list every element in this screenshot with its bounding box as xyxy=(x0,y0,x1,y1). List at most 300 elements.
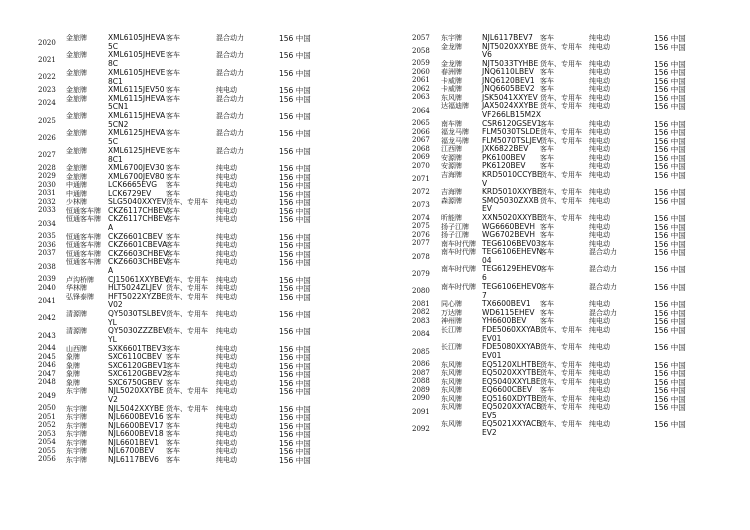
row-number: 2086 xyxy=(412,360,430,369)
brand-cell: 长江牌 xyxy=(441,343,462,352)
table-row xyxy=(412,264,712,281)
row-number: 2025 xyxy=(38,116,56,125)
vehicle-type-cell: 货车、专用车 xyxy=(540,42,582,51)
fuel-type-cell: 纯电动 xyxy=(216,215,237,224)
brand-cell: 南车牌 xyxy=(441,119,462,128)
country-cell: 156 中国 xyxy=(279,86,311,96)
table-row xyxy=(38,214,358,231)
row-number: 2022 xyxy=(38,73,56,82)
vehicle-type-cell: 货车、专用车 xyxy=(540,403,582,412)
brand-cell: 清源牌 xyxy=(66,327,87,336)
model-cell: LCK6729EV xyxy=(108,188,152,198)
model-cell-continued: YL xyxy=(108,335,117,345)
vehicle-type-cell: 客车 xyxy=(540,265,554,274)
brand-cell: 东风牌 xyxy=(441,403,462,412)
model-cell: FDE5060XXYAB xyxy=(482,324,541,334)
vehicle-type-cell: 客车 xyxy=(166,86,180,95)
brand-cell: 金旅牌 xyxy=(66,94,87,103)
row-number: 2089 xyxy=(412,385,430,394)
fuel-type-cell: 纯电动 xyxy=(216,455,237,464)
brand-cell: 少林牌 xyxy=(66,198,87,207)
fuel-type-cell: 纯电动 xyxy=(216,344,237,353)
row-number: 2071 xyxy=(412,175,430,184)
row-number: 2061 xyxy=(412,76,430,85)
model-cell: EQ5020XXYTBE xyxy=(482,368,542,378)
brand-cell: 东宇牌 xyxy=(441,34,462,42)
brand-cell: 金旅牌 xyxy=(66,51,87,60)
vehicle-type-cell: 客车 xyxy=(166,232,180,241)
table-row xyxy=(38,206,358,215)
table-row xyxy=(38,128,358,145)
fuel-type-cell: 纯电动 xyxy=(589,360,610,369)
model-cell: CKZ6601CBEVA xyxy=(108,240,168,250)
country-cell: 156 中国 xyxy=(654,42,686,52)
country-cell: 156 中国 xyxy=(279,430,311,440)
fuel-type-cell: 混合动力 xyxy=(216,68,244,77)
country-cell: 156 中国 xyxy=(654,214,686,224)
table-row xyxy=(412,170,712,187)
row-number: 2079 xyxy=(412,269,430,278)
table-row xyxy=(38,292,358,309)
fuel-type-cell: 纯电动 xyxy=(589,76,610,85)
fuel-type-cell: 纯电动 xyxy=(216,249,237,258)
table-row xyxy=(38,240,358,249)
vehicle-type-cell: 客车 xyxy=(166,413,180,422)
row-number: 2062 xyxy=(412,84,430,93)
model-cell-continued: VF266LB15M2X xyxy=(482,110,542,120)
row-number: 2034 xyxy=(38,219,56,228)
country-cell: 156 中国 xyxy=(279,378,311,388)
table-row xyxy=(38,33,358,50)
row-number: 2066 xyxy=(412,127,430,136)
vehicle-type-cell: 货车、专用车 xyxy=(540,420,582,429)
row-number: 2021 xyxy=(38,55,56,64)
table-row xyxy=(412,368,712,377)
brand-cell: 卡威牌 xyxy=(441,76,462,85)
vehicle-type-cell: 客车 xyxy=(166,447,180,456)
brand-cell: 东风牌 xyxy=(441,420,462,429)
fuel-type-cell: 纯电动 xyxy=(216,232,237,241)
vehicle-type-cell: 客车 xyxy=(540,231,554,240)
row-number: 2039 xyxy=(38,275,56,284)
country-cell: 156 中国 xyxy=(279,344,311,354)
fuel-type-cell: 纯电动 xyxy=(216,275,237,284)
country-cell: 156 中国 xyxy=(279,51,311,61)
fuel-type-cell: 纯电动 xyxy=(216,86,237,95)
country-cell: 156 中国 xyxy=(279,215,311,225)
table-left-column xyxy=(38,33,358,463)
vehicle-type-cell: 客车 xyxy=(166,353,180,362)
fuel-type-cell: 纯电动 xyxy=(216,198,237,207)
model-cell-continued: 8C1 xyxy=(108,154,123,164)
row-number: 2023 xyxy=(38,85,56,94)
fuel-type-cell: 纯电动 xyxy=(589,214,610,223)
row-number: 2054 xyxy=(38,438,56,447)
row-number: 2090 xyxy=(412,394,430,403)
vehicle-type-cell: 客车 xyxy=(166,344,180,353)
row-number: 2063 xyxy=(412,93,430,102)
vehicle-type-cell: 货车、专用车 xyxy=(540,93,582,102)
fuel-type-cell: 纯电动 xyxy=(589,231,610,240)
model-cell: JNQ6605BEV2 xyxy=(482,84,535,94)
vehicle-type-cell: 客车 xyxy=(540,300,554,309)
model-cell: XML6105JHEVE xyxy=(108,50,166,60)
table-row xyxy=(38,111,358,128)
vehicle-type-cell: 客车 xyxy=(166,421,180,430)
model-cell-continued: 8C xyxy=(108,59,119,69)
vehicle-type-cell: 客车 xyxy=(166,94,180,103)
vehicle-type-cell: 客车 xyxy=(166,370,180,379)
table-row xyxy=(412,316,712,325)
vehicle-type-cell: 货车、专用车 xyxy=(540,188,582,197)
model-cell: CKZ6601CBEV xyxy=(108,231,163,241)
vehicle-type-cell: 货车、专用车 xyxy=(166,284,208,293)
model-cell-continued: A xyxy=(108,223,114,233)
country-cell: 156 中国 xyxy=(279,275,311,285)
brand-cell: 东宇牌 xyxy=(66,438,87,447)
country-cell: 156 中国 xyxy=(654,119,686,129)
brand-cell: 南车时代牌 xyxy=(441,282,476,291)
model-cell: XML6700JEV80 xyxy=(108,171,165,181)
model-cell: EQ5120XLHTBE xyxy=(482,359,542,369)
brand-cell: 卡威牌 xyxy=(441,85,462,94)
table-row xyxy=(38,386,358,403)
model-cell: NJL6117BEV6 xyxy=(108,454,159,464)
brand-cell: 东风牌 xyxy=(441,386,462,395)
fuel-type-cell: 纯电动 xyxy=(589,403,610,412)
brand-cell: 金旅牌 xyxy=(66,34,87,42)
country-cell: 156 中国 xyxy=(654,136,686,146)
row-number: 2088 xyxy=(412,377,430,386)
table-row xyxy=(38,189,358,198)
model-cell-continued: V6 xyxy=(482,50,492,60)
fuel-type-cell: 纯电动 xyxy=(216,413,237,422)
model-cell: XML6115JHEVA xyxy=(108,111,166,121)
row-number: 2027 xyxy=(38,151,56,160)
brand-cell: 山西牌 xyxy=(66,344,87,353)
row-number: 2029 xyxy=(38,172,56,181)
row-number: 2084 xyxy=(412,330,430,339)
vehicle-type-cell: 客车 xyxy=(166,430,180,439)
table-row xyxy=(38,361,358,370)
row-number: 2043 xyxy=(38,331,56,340)
brand-cell: 象牌 xyxy=(66,378,80,387)
model-cell-continued: EV2 xyxy=(482,428,497,438)
row-number: 2074 xyxy=(412,213,430,222)
brand-cell: 东风牌 xyxy=(441,93,462,102)
table-row xyxy=(412,213,712,222)
row-number: 2069 xyxy=(412,153,430,162)
country-cell: 156 中国 xyxy=(654,420,686,430)
brand-cell: 金旅牌 xyxy=(66,112,87,121)
model-cell-continued: 5C xyxy=(108,41,119,51)
fuel-type-cell: 混合动力 xyxy=(216,94,244,103)
fuel-type-cell: 混合动力 xyxy=(216,34,244,42)
model-cell: WG6660BEVH xyxy=(482,221,535,231)
model-cell: SMQ5030ZXXB xyxy=(482,195,539,205)
model-cell: JNQ6110LBEV xyxy=(482,67,535,77)
brand-cell: 东风牌 xyxy=(441,394,462,403)
fuel-type-cell: 纯电动 xyxy=(589,188,610,197)
fuel-type-cell: 纯电动 xyxy=(216,438,237,447)
fuel-type-cell: 纯电动 xyxy=(216,378,237,387)
brand-cell: 吉海牌 xyxy=(441,188,462,197)
country-cell: 156 中国 xyxy=(279,94,311,104)
model-cell: SXC6120GBEV1 xyxy=(108,360,168,370)
fuel-type-cell: 纯电动 xyxy=(589,325,610,334)
vehicle-type-cell: 客车 xyxy=(540,317,554,326)
country-cell: 156 中国 xyxy=(279,353,311,363)
model-cell-continued: 6 xyxy=(482,273,487,283)
fuel-type-cell: 纯电动 xyxy=(589,317,610,326)
brand-cell: 卢沟桥牌 xyxy=(66,275,94,284)
vehicle-type-cell: 货车、专用车 xyxy=(540,369,582,378)
model-cell: KRD5010XXYBE xyxy=(482,187,542,197)
model-cell-continued: YL xyxy=(108,317,117,327)
table-row xyxy=(38,172,358,181)
table-row xyxy=(412,59,712,68)
row-number: 2075 xyxy=(412,222,430,231)
brand-cell: 神州牌 xyxy=(441,317,462,326)
brand-cell: 金龙牌 xyxy=(441,42,462,51)
row-number: 2020 xyxy=(38,38,56,47)
model-cell: SXC6750GBEV xyxy=(108,377,163,387)
model-cell: PK6100BEV xyxy=(482,152,526,162)
model-cell: YH6600BEV xyxy=(482,316,527,326)
model-cell: NJL6600BEV18 xyxy=(108,429,164,439)
table-row xyxy=(412,402,712,419)
row-number: 2044 xyxy=(38,344,56,353)
model-cell: NJL6117BEV7 xyxy=(482,33,533,42)
table-row xyxy=(412,385,712,394)
model-cell: JAX5024XXYBE xyxy=(482,101,539,111)
model-cell: TEG6106EHEV0 xyxy=(482,281,542,291)
model-cell: SXK6601TBEV3 xyxy=(108,343,167,353)
table-row xyxy=(38,146,358,163)
row-number: 2081 xyxy=(412,299,430,308)
model-cell: TEG6106EHEVN xyxy=(482,247,543,257)
fuel-type-cell: 纯电动 xyxy=(216,387,237,396)
vehicle-type-cell: 货车、专用车 xyxy=(540,360,582,369)
vehicle-type-cell: 客车 xyxy=(540,119,554,128)
brand-cell: 安源牌 xyxy=(441,153,462,162)
brand-cell: 东宇牌 xyxy=(66,455,87,464)
table-row xyxy=(38,275,358,284)
row-number: 2056 xyxy=(38,455,56,464)
model-cell-continued: A xyxy=(108,265,114,275)
brand-cell: 华林牌 xyxy=(66,284,87,293)
brand-cell: 恒通客车牌 xyxy=(66,232,101,241)
model-cell: XML6700JEV30 xyxy=(108,163,165,173)
model-cell: WG6702BEVH xyxy=(482,230,535,240)
country-cell: 156 中国 xyxy=(279,172,311,182)
country-cell: 156 中国 xyxy=(654,153,686,163)
country-cell: 156 中国 xyxy=(654,239,686,249)
row-number: 2024 xyxy=(38,99,56,108)
row-number: 2045 xyxy=(38,352,56,361)
fuel-type-cell: 纯电动 xyxy=(589,136,610,145)
model-cell: FLM5070TSLJEV xyxy=(482,135,542,145)
brand-cell: 达福迪牌 xyxy=(441,102,469,111)
table-row xyxy=(412,153,712,162)
fuel-type-cell: 纯电动 xyxy=(216,172,237,181)
model-cell: FLM5030TSLDE xyxy=(482,127,541,137)
country-cell: 156 中国 xyxy=(279,198,311,208)
vehicle-type-cell: 客车 xyxy=(166,129,180,138)
row-number: 2036 xyxy=(38,240,56,249)
row-number: 2068 xyxy=(412,144,430,153)
table-row xyxy=(412,222,712,231)
model-cell-continued: 7 xyxy=(482,290,487,300)
fuel-type-cell: 混合动力 xyxy=(589,308,617,317)
fuel-type-cell: 混合动力 xyxy=(216,129,244,138)
vehicle-type-cell: 货车、专用车 xyxy=(166,404,208,413)
vehicle-type-cell: 客车 xyxy=(166,146,180,155)
table-row xyxy=(412,33,712,42)
table-row xyxy=(412,325,712,342)
table-row xyxy=(412,101,712,118)
row-number: 2040 xyxy=(38,283,56,292)
model-cell: JXK6822BEV xyxy=(482,144,529,154)
row-number: 2042 xyxy=(38,314,56,323)
table-row xyxy=(412,308,712,317)
brand-cell: 福龙马牌 xyxy=(441,136,469,145)
table-row xyxy=(412,360,712,369)
table-row xyxy=(38,249,358,258)
table-row xyxy=(412,342,712,359)
row-number: 2030 xyxy=(38,180,56,189)
model-cell: EQ5021XXYACB xyxy=(482,419,542,429)
vehicle-type-cell: 货车、专用车 xyxy=(540,170,582,179)
country-cell: 156 中国 xyxy=(654,394,686,404)
vehicle-type-cell: 货车、专用车 xyxy=(166,275,208,284)
table-row xyxy=(412,230,712,239)
vehicle-type-cell: 客车 xyxy=(540,282,554,291)
fuel-type-cell: 纯电动 xyxy=(589,102,610,111)
row-number: 2078 xyxy=(412,252,430,261)
model-cell: CSR6120GSEV1 xyxy=(482,118,542,128)
country-cell: 156 中国 xyxy=(654,248,686,258)
country-cell: 156 中国 xyxy=(279,447,311,457)
model-cell-continued: 5C xyxy=(108,137,119,147)
table-row xyxy=(412,144,712,153)
model-cell-continued: 5CN2 xyxy=(108,119,129,129)
country-cell: 156 中国 xyxy=(279,189,311,199)
row-number: 2050 xyxy=(38,404,56,413)
brand-cell: 春洲牌 xyxy=(441,68,462,77)
brand-cell: 昕能牌 xyxy=(441,214,462,223)
vehicle-type-cell: 货车、专用车 xyxy=(166,387,208,396)
table-row xyxy=(412,419,712,436)
model-cell: TEG6129EHEV0 xyxy=(482,264,542,274)
country-cell: 156 中国 xyxy=(279,258,311,268)
fuel-type-cell: 纯电动 xyxy=(589,93,610,102)
fuel-type-cell: 纯电动 xyxy=(216,284,237,293)
row-number: 2060 xyxy=(412,67,430,76)
fuel-type-cell: 纯电动 xyxy=(589,300,610,309)
country-cell: 156 中国 xyxy=(654,377,686,387)
model-cell: EQ5040XXYLBE xyxy=(482,376,541,386)
country-cell: 156 中国 xyxy=(654,59,686,69)
country-cell: 156 中国 xyxy=(654,300,686,310)
table-row xyxy=(38,455,358,464)
model-cell: NJL6600BEV16 xyxy=(108,412,164,422)
row-number: 2077 xyxy=(412,239,430,248)
fuel-type-cell: 纯电动 xyxy=(589,394,610,403)
fuel-type-cell: 纯电动 xyxy=(216,309,237,318)
brand-cell: 东风牌 xyxy=(441,360,462,369)
model-cell: SLG5040XXYEV xyxy=(108,197,167,207)
row-number: 2072 xyxy=(412,187,430,196)
brand-cell: 象牌 xyxy=(66,370,80,379)
table-row xyxy=(38,326,358,343)
vehicle-type-cell: 客车 xyxy=(166,189,180,198)
vehicle-type-cell: 客车 xyxy=(166,181,180,190)
fuel-type-cell: 纯电动 xyxy=(589,145,610,154)
row-number: 2092 xyxy=(412,424,430,433)
country-cell: 156 中国 xyxy=(654,34,686,43)
country-cell: 156 中国 xyxy=(654,360,686,370)
country-cell: 156 中国 xyxy=(279,206,311,216)
row-number: 2073 xyxy=(412,201,430,210)
table-row xyxy=(38,197,358,206)
table-row xyxy=(412,282,712,299)
vehicle-type-cell: 客车 xyxy=(540,248,554,257)
vehicle-type-cell: 客车 xyxy=(540,34,554,42)
table-row xyxy=(38,378,358,387)
row-number: 2082 xyxy=(412,308,430,317)
fuel-type-cell: 纯电动 xyxy=(589,85,610,94)
model-cell-continued: EV01 xyxy=(482,333,502,343)
model-cell: XXN5020XXYBE xyxy=(482,213,542,223)
model-cell: FDE5080XXYAB xyxy=(482,342,541,352)
country-cell: 156 中国 xyxy=(279,68,311,78)
fuel-type-cell: 纯电动 xyxy=(216,327,237,336)
country-cell: 156 中国 xyxy=(654,76,686,86)
fuel-type-cell: 纯电动 xyxy=(589,128,610,137)
row-number: 2053 xyxy=(38,429,56,438)
country-cell: 156 中国 xyxy=(279,241,311,251)
model-cell: XML6125JHEVA xyxy=(108,128,166,138)
vehicle-type-cell: 货车、专用车 xyxy=(166,327,208,336)
row-number: 2035 xyxy=(38,232,56,241)
vehicle-type-cell: 客车 xyxy=(166,112,180,121)
fuel-type-cell: 纯电动 xyxy=(216,164,237,173)
brand-cell: 安源牌 xyxy=(441,162,462,171)
model-cell-continued: EV xyxy=(482,204,492,214)
row-number: 2087 xyxy=(412,368,430,377)
fuel-type-cell: 纯电动 xyxy=(589,153,610,162)
model-cell: XML6105JHEVA xyxy=(108,33,166,42)
vehicle-type-cell: 货车、专用车 xyxy=(540,343,582,352)
fuel-type-cell: 混合动力 xyxy=(589,282,617,291)
table-row xyxy=(412,42,712,59)
country-cell: 156 中国 xyxy=(279,146,311,156)
model-cell: SXC6120GBEV2 xyxy=(108,369,168,379)
table-row xyxy=(412,84,712,93)
model-cell: TEG6106BEV03 xyxy=(482,238,541,248)
country-cell: 156 中国 xyxy=(654,128,686,138)
fuel-type-cell: 纯电动 xyxy=(216,361,237,370)
brand-cell: 恒通客车牌 xyxy=(66,206,101,215)
table-row xyxy=(38,369,358,378)
fuel-type-cell: 混合动力 xyxy=(589,248,617,257)
model-cell: CKZ6603CHBEV xyxy=(108,248,169,258)
brand-cell: 金旅牌 xyxy=(66,172,87,181)
row-number: 2058 xyxy=(412,47,430,55)
model-cell: NJL6601BEV1 xyxy=(108,437,159,447)
country-cell: 156 中国 xyxy=(279,249,311,259)
